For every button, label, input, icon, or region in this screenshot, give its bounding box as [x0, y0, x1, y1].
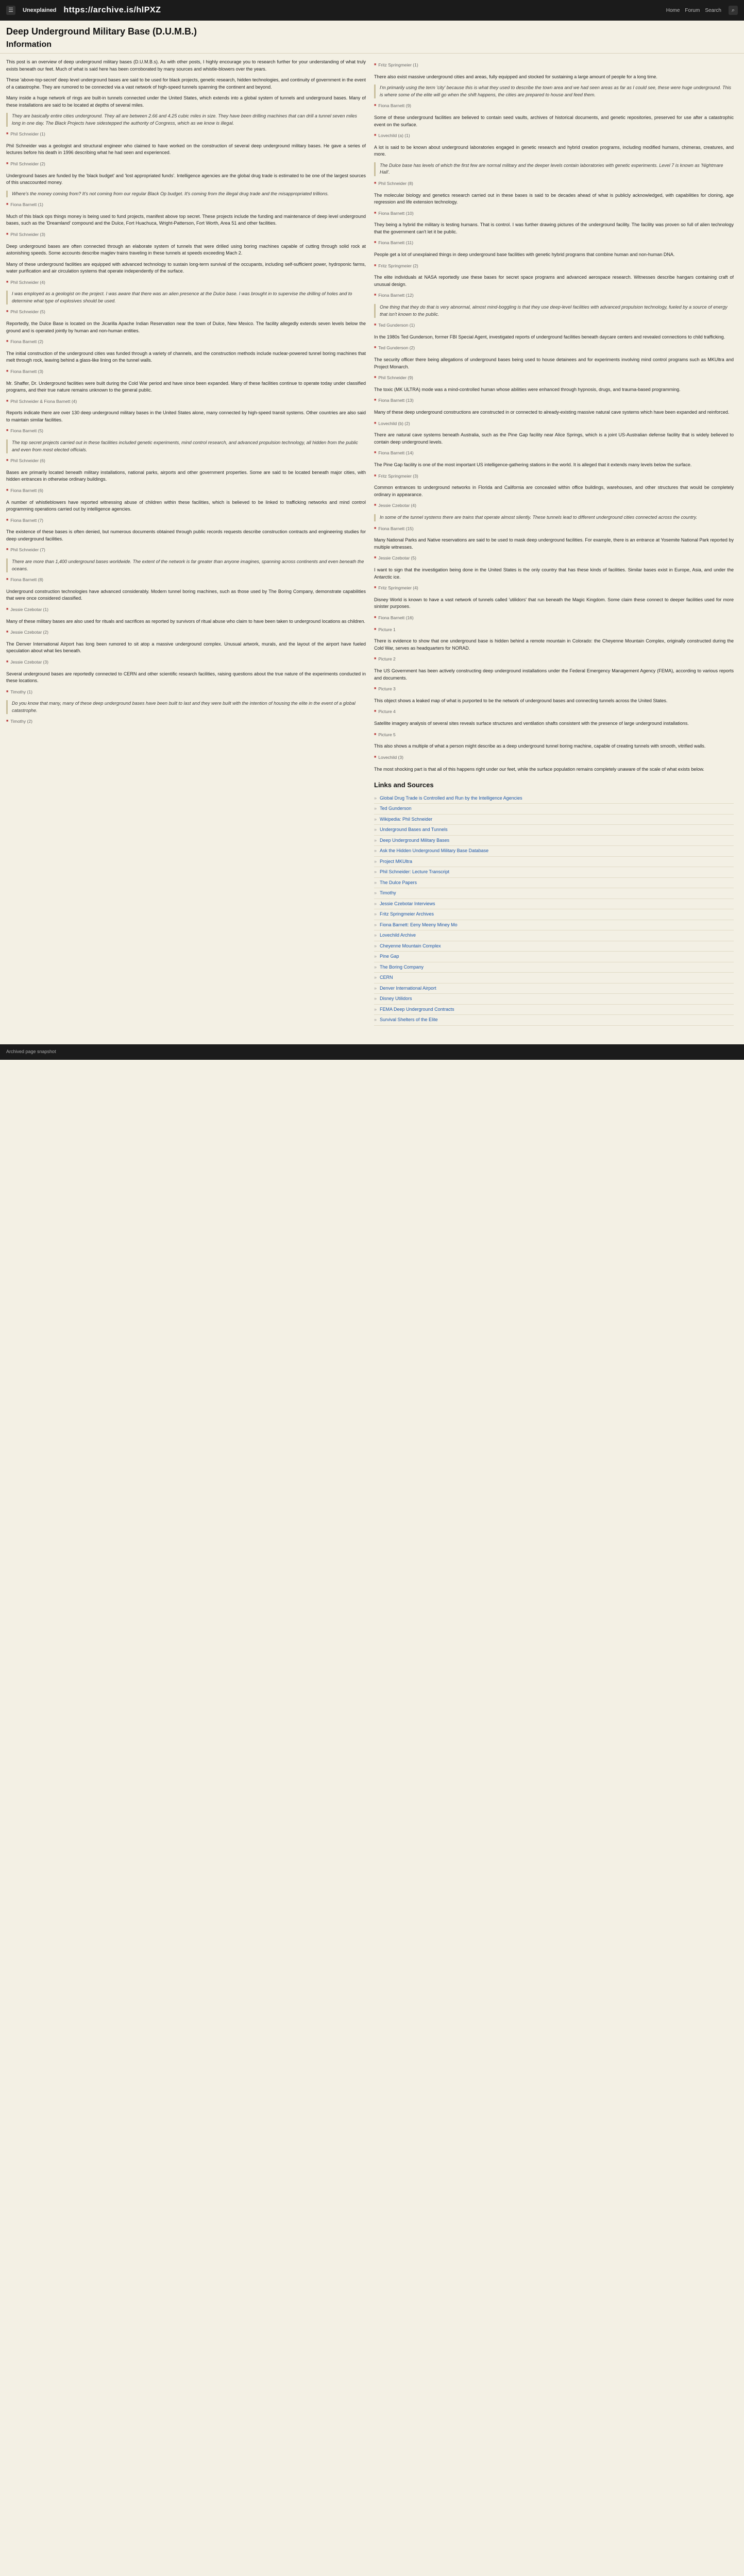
paragraph: Underground bases are funded by the 'black budget' and 'lost appropriated funds'. Intelligence agencies are the global drug trade is estimated to be one of the largest sources of this unaccounted money. [6, 173, 366, 185]
quote: There are more than 1,400 underground bases worldwide. The extent of the network is far greater than anyone imagines, spanning across continents and even beneath the oceans. [6, 558, 366, 572]
paragraph: These 'above-top-secret' deep level underground bases are said to be used for black projects, genetic research, hidden technologies, and continuity of government in the event of a catastrophe. They are rumored to be connected via a vast network of high-speed tunnels spanning the continent and beyond. [6, 77, 366, 90]
bullet-icon: » [374, 806, 377, 811]
paragraph: Many of these deep underground constructions are constructed in or connected to already-existing massive natural cave systems which have been expanded and reinforced. [374, 410, 730, 415]
source-link[interactable]: Ask the Hidden Underground Military Base Database [380, 848, 489, 853]
quote: I'm primarily using the term 'city' because this is what they used to describe the town area and we had seen areas as far as I could see, these were huge underground. This is where some of the elite will go when the shift happens, the cities are prepared to house and feed them. [374, 84, 734, 98]
source-attribution[interactable]: ■ Fritz Springmeier (3) [374, 473, 734, 480]
source-link[interactable]: Fiona Barnett: Eeny Meeny Miney Mo [380, 922, 458, 927]
source-attribution[interactable]: ■ Fiona Barnett (1) [6, 201, 366, 208]
source-attribution[interactable]: ■ Fiona Barnett (5) [6, 428, 366, 434]
paragraph: Reportedly, the Dulce Base is located on the Jicarilla Apache Indian Reservation near the town of Dulce, New Mexico. The facility allegedly extends seven levels below the ground and is operated jointly by human and non-human entities. [6, 321, 366, 333]
paragraph: Much of this black ops things money is being used to fund projects, manifest above top secret. These projects include the funding and maintenance of deep level underground bases, such as the 'Dreamland' compound and the Dulce, Fort Huachuca, Wright-Patterson, Fort Worth, Area 51 and other facilities. [6, 213, 366, 226]
list-item [374, 930, 734, 941]
source-link[interactable]: Disney Utilidors [380, 996, 412, 1001]
source-attribution[interactable]: ■ Ted Gunderson (2) [374, 345, 734, 351]
quote: In some of the tunnel systems there are trains that operate almost silently. These tunnels lead to different underground cities connected across the country. [374, 514, 734, 521]
picture-label[interactable]: ■ Picture 3 [374, 686, 734, 692]
source-link[interactable]: The Boring Company [380, 964, 424, 970]
menu-icon[interactable]: ☰ [6, 6, 15, 15]
quote: They are basically entire cities underground. They all are between 2.66 and 4.25 cubic miles in size. They have been drilling machines that can drill a tunnel seven miles long in one day. The Black Projects have sidestepped the authority of Congress, which as we know is illegal. [6, 113, 366, 127]
source-link[interactable]: Project MKUltra [380, 858, 413, 864]
source-link[interactable]: Lovechild Archive [380, 933, 416, 938]
source-attribution[interactable]: ■ Fiona Barnett (15) [374, 526, 734, 532]
source-attribution[interactable]: ■ Phil Schneider (6) [6, 457, 366, 464]
paragraph: They being a hybrid the military is testing humans. That is control. I was further drawing pictures of the underground facility. The facility was proven so full of alien technology that the government can't let it be public. [374, 222, 734, 234]
nav [666, 7, 721, 14]
source-link[interactable]: Fritz Springmeier Archives [380, 911, 434, 917]
list-item [374, 867, 734, 878]
source-attribution[interactable]: ■ Phil Schneider (1) [6, 131, 366, 138]
paragraph: Underground construction technologies have advanced considerably. Modern tunnel boring machines, such as those used by The Boring Company, demonstrate capabilities that were once considered classified. [6, 588, 366, 601]
paragraph: The US Government has been actively constructing deep underground installations under the Federal Emergency Management Agency (FEMA), according to various reports and documents. [374, 668, 734, 681]
paragraph: There are natural cave systems beneath Australia, such as the Pine Gap facility near Alice Springs, which is a joint US-Australian defense facility that is widely believed to contain deep underground levels. [374, 432, 734, 445]
list-item [374, 962, 734, 973]
source-attribution[interactable]: ■ Fiona Barnett (10) [374, 210, 734, 217]
paragraph: This object shows a leaked map of what is purported to be the network of underground bases and connecting tunnels across the United States. [374, 698, 668, 703]
source-attribution[interactable]: ■ Fiona Barnett (9) [374, 103, 734, 109]
list-item [374, 836, 734, 846]
source-link[interactable]: The Dulce Papers [380, 879, 417, 885]
paragraph: There is evidence to show that one underground base is hidden behind a remote mountain in Colorado: the Cheyenne Mountain Complex, originally constructed during the Cold War, serves as headquarters for NORAD. [374, 638, 734, 651]
bullet-icon: » [374, 901, 377, 906]
source-attribution[interactable]: ■ Ted Gunderson (1) [374, 322, 734, 329]
source-attribution[interactable]: ■ Fritz Springmeier (2) [374, 263, 734, 269]
bullet-icon: » [374, 1006, 377, 1012]
source-link[interactable]: Denver International Airport [380, 985, 436, 991]
bullet-icon: » [374, 795, 377, 801]
source-attribution[interactable]: ■ Fritz Springmeier (1) [374, 62, 734, 69]
source-link[interactable]: CERN [380, 975, 393, 980]
source-attribution[interactable]: ■ Lovechild (a) (1) [374, 132, 734, 139]
source-link[interactable]: Ted Gunderson [380, 806, 412, 811]
paragraph: Disney World is known to have a vast network of tunnels called 'utilidors' that run beneath the Magic Kingdom. Some claim these connect to deeper facilities used for more sinister purposes. [374, 597, 734, 609]
source-attribution[interactable]: ■ Timothy (2) [6, 718, 366, 725]
source-attribution[interactable]: ■ Jessie Czebotar (5) [374, 555, 734, 562]
source-attribution[interactable]: ■ Fiona Barnett (6) [6, 487, 366, 494]
title-text: Deep Underground Military Base (D.U.M.B.) [6, 26, 197, 37]
quote: Where's the money coming from? It's not coming from our regular Black Op budget. It's coming from the illegal drug trade and the misappropriated trillions. [6, 191, 366, 198]
paragraph: The Pine Gap facility is one of the most important US intelligence-gathering stations in the world. It is alleged that it extends many levels below the surface. [374, 462, 692, 467]
list-item [374, 888, 734, 899]
list-item [374, 984, 734, 994]
source-attribution[interactable]: ■ Phil Schneider (5) [6, 309, 366, 315]
bullet-icon: » [374, 943, 377, 948]
source-link[interactable]: Cheyenne Mountain Complex [380, 943, 441, 948]
paragraph: The most shocking part is that all of this happens right under our feet, while the surface population remains completely unaware of the scale of what exists below. [374, 766, 704, 772]
page-title [0, 21, 744, 54]
source-attribution[interactable]: ■ Phil Schneider (7) [6, 547, 366, 553]
footer [0, 1044, 744, 1060]
source-link[interactable]: Underground Bases and Tunnels [380, 827, 448, 832]
nav-item-home[interactable]: Home [666, 7, 680, 13]
paragraph: A lot is said to be known about underground laboratories engaged in genetic research and hybrid creation programs, including modified humans, chimeras, creatures, and more. [374, 144, 734, 157]
list-item [374, 920, 734, 931]
source-attribution[interactable]: ■ Phil Schneider (2) [6, 161, 366, 167]
paragraph: Mr. Shaffer, Dr. Underground facilities were built during the Cold War period and have since been expanded. Many of these facilities continue to operate today under classified programs, and their true nature remains unknown to the general public. [6, 380, 366, 393]
quote: I was employed as a geologist on the project. I was aware that there was an alien presence at the Dulce base. I was brought in to supervise the drilling of holes and to determine what type of explosives should be used. [6, 291, 366, 304]
source-link[interactable]: Pine Gap [380, 954, 399, 959]
source-attribution[interactable]: ■ Fiona Barnett (3) [6, 368, 366, 375]
bullet-icon: » [374, 816, 377, 822]
bullet-icon: » [374, 964, 377, 970]
quote: The Dulce base has levels of which the first few are normal military and the deeper levels contain laboratories with genetic experiments. Level 7 is known as 'Nightmare Hall'. [374, 162, 734, 176]
source-attribution[interactable]: ■ Fiona Barnett (7) [6, 517, 366, 524]
paragraph: Common entrances to underground networks in Florida and California are concealed within office buildings, warehouses, and other structures that would be completely ordinary in appearance. [374, 485, 734, 497]
paragraph: Bases are primarily located beneath military installations, national parks, airports and other government properties. Some are said to be located beneath major cities, with hidden entrances in otherwise ordinary buildings. [6, 469, 366, 482]
list-item [374, 973, 734, 984]
bullet-icon: » [374, 1017, 377, 1022]
paragraph: The initial construction of the underground cities was funded through a variety of channels, and the construction methods include nuclear-powered tunnel boring machines that melt through rock, leaving behind a glass-like lining on the tunnel walls. [6, 350, 366, 363]
bullet-icon: » [374, 922, 377, 927]
quote: The top secret projects carried out in these facilities included genetic experiments, mind control research, and advanced propulsion technology, all hidden from the public and even from most elected officials. [6, 439, 366, 453]
list-item [374, 941, 734, 952]
paragraph: Satellite imagery analysis of several sites reveals surface structures and ventilation shafts consistent with the presence of large underground installations. [374, 721, 689, 726]
list-item [374, 994, 734, 1005]
search-icon[interactable]: ⌕ [729, 6, 738, 15]
source-attribution[interactable]: ■ Lovechild (3) [374, 754, 734, 761]
paragraph: The molecular biology and genetics research carried out in these bases is said to be decades ahead of what is publicly acknowledged, with capabilities for cloning, age regression and life extension technology. [374, 192, 734, 205]
source-attribution[interactable]: ■ Fritz Springmeier (4) [374, 585, 734, 591]
paragraph: Many of these underground facilities are equipped with advanced technology to sustain long-term survival of the occupants, including self-sufficient power, hydroponic farms, water purification and air circulation systems that operate independently of the surface. [6, 261, 366, 274]
section-heading: Links and Sources [374, 781, 434, 789]
paragraph: This also shows a multiple of what a person might describe as a deep underground tunnel boring machine, capable of creating tunnels with smooth, vitrified walls. [374, 743, 706, 749]
picture-label[interactable]: ■ Picture 2 [374, 656, 734, 663]
picture-label[interactable]: ■ Picture 4 [374, 708, 734, 715]
paragraph: Many National Parks and Native reservations are said to be used to mask deep underground facilities. For example, there is an entrance at Yosemite National Park reported by multiple witnesses. [374, 537, 734, 550]
source-link[interactable]: FEMA Deep Underground Contracts [380, 1006, 454, 1012]
content-columns [0, 54, 744, 1036]
source-attribution[interactable]: ■ Fiona Barnett (12) [374, 292, 734, 299]
source-link[interactable]: Wikipedia: Phil Schneider [380, 816, 433, 822]
bullet-icon: » [374, 848, 377, 853]
source-attribution[interactable]: ■ Fiona Barnett (14) [374, 450, 734, 456]
list-item [374, 899, 734, 910]
bullet-icon: » [374, 975, 377, 980]
paragraph: The security officer there being allegations of underground bases being used to house detainees and for experiments involving mind control programs such as MKUltra and Project Monarch. [374, 357, 734, 369]
source-attribution[interactable]: ■ Jessie Czebotar (4) [374, 502, 734, 509]
bullet-icon: » [374, 869, 377, 874]
paragraph: Some of these underground facilities are believed to contain seed vaults, archives of historical documents, and genetic repositories, preserved for use after a catastrophic event on the surface. [374, 115, 734, 127]
nav-item-search[interactable]: Search [705, 7, 721, 13]
paragraph: Reports indicate there are over 130 deep underground military bases in the United States alone, many connected by high-speed transit systems. Other countries are also said to maintain similar facilities. [6, 410, 366, 422]
source-attribution[interactable]: ■ Phil Schneider (8) [374, 180, 734, 187]
site-name[interactable]: Unexplained [23, 7, 57, 13]
paragraph: People get a lot of unexplained things in deep underground base facilities with genetic hybrid programs that combine human and non-human DNA. [374, 252, 675, 257]
list-item [374, 825, 734, 836]
archive-url[interactable]: https://archive.is/hlPXZ [63, 6, 161, 14]
paragraph: Several underground bases are reportedly connected to CERN and other scientific research facilities, raising questions about the true nature of the experiments conducted in these locations. [6, 671, 366, 683]
list-item [374, 878, 734, 889]
bullet-icon: » [374, 827, 377, 832]
source-link[interactable]: Survival Shelters of the Elite [380, 1017, 438, 1022]
list-item [374, 1015, 734, 1026]
source-attribution[interactable]: ■ Phil Schneider (3) [6, 231, 366, 238]
picture-label[interactable]: ■ Picture 1 [374, 626, 734, 633]
bullet-icon: » [374, 996, 377, 1001]
quote: One thing that they do that is very abnormal, almost mind-boggling is that they use deep-level facilities with advanced propulsion technology, fueled by a source of energy that isn't known to the public. [374, 304, 734, 318]
source-link[interactable]: Deep Underground Military Bases [380, 837, 450, 843]
nav-item-forum[interactable]: Forum [685, 7, 700, 13]
list-item [374, 909, 734, 920]
list-item [374, 857, 734, 868]
paragraph: Many of these military bases are also used for rituals and sacrifices as reported by survivors of ritual abuse who claim to have been taken to underground locations as children. [6, 618, 365, 624]
source-attribution[interactable]: ■ Fiona Barnett (8) [6, 577, 366, 583]
source-attribution[interactable]: ■ Fiona Barnett (11) [374, 240, 734, 246]
list-item [374, 815, 734, 825]
source-attribution[interactable]: ■ Phil Schneider (4) [6, 279, 366, 286]
source-link[interactable]: Phil Schneider: Lecture Transcript [380, 869, 450, 874]
source-attribution[interactable]: ■ Jessie Czebotar (2) [6, 629, 366, 636]
source-attribution[interactable]: ■ Jessie Czebotar (1) [6, 606, 366, 613]
source-attribution[interactable]: ■ Fiona Barnett (13) [374, 397, 734, 404]
list-item [374, 804, 734, 815]
quote: Do you know that many, many of these deep underground bases have been built to last and they were built with the intention of housing the elite in the event of a global catastrophe. [6, 700, 366, 714]
bullet-icon: » [374, 837, 377, 843]
source-attribution[interactable]: ■ Phil Schneider (9) [374, 375, 734, 381]
bullet-icon: » [374, 985, 377, 991]
source-attribution[interactable]: ■ Lovechild (b) (2) [374, 420, 734, 427]
source-attribution[interactable]: ■ Timothy (1) [6, 689, 366, 696]
paragraph: This post is an overview of deep underground military bases (D.U.M.B.s). As with other posts, I highly encourage you to research further for your understanding of what truly exists beneath our feet. Much of what is said here has been corroborated by many sources and whistle-blowers over the years. [6, 59, 366, 72]
source-attribution[interactable]: ■ Fiona Barnett (2) [6, 338, 366, 345]
paragraph: The toxic (MK ULTRA) mode was a mind-controlled human whose abilities were enhanced through hypnosis, drugs, and trauma-based programming. [374, 386, 681, 392]
top-bar [0, 0, 744, 21]
paragraph: A number of whistleblowers have reported witnessing abuse of children within these facilities, which is believed to be linked to trafficking networks and mind control programming operations carried out by intelligence agencies. [6, 499, 366, 512]
paragraph: Many inside a huge network of rings are built-in tunnels connected under the United States, which extends into a global system of tunnels and underground bases. Many of these installations are said to be located at depths of several miles. [6, 95, 366, 108]
paragraph: Phil Schneider was a geologist and structural engineer who claimed to have worked on the construction of several deep underground military bases. He gave a series of lectures before his death in 1996 describing what he had seen and experienced. [6, 143, 366, 156]
bullet-icon: » [374, 911, 377, 917]
source-link[interactable]: Global Drug Trade is Controlled and Run by the Intelligence Agencies [380, 795, 522, 801]
bullet-icon: » [374, 890, 377, 895]
bullet-icon: » [374, 879, 377, 885]
paragraph: Deep underground bases are often connected through an elaborate system of tunnels that were drilled using boring machines capable of cutting through solid rock at astonishing speeds. Some accounts describe maglev trains traveling in these tunnels at speeds exceeding Mach 2. [6, 243, 366, 256]
list-item [374, 793, 734, 804]
right-column [374, 59, 734, 1031]
paragraph: In the 1980s Ted Gunderson, former FBI Special Agent, investigated reports of underground facilities beneath daycare centers and revealed connections to child trafficking. [374, 334, 725, 340]
paragraph: The elite individuals at NASA reportedly use these bases for secret space programs and advanced aerospace research. Witnesses describe hangars containing craft of unusual design. [374, 275, 734, 287]
bullet-icon: » [374, 954, 377, 959]
sources-list [374, 793, 734, 1026]
source-attribution[interactable]: ■ Fiona Barnett (16) [374, 615, 734, 621]
list-item [374, 1005, 734, 1015]
list-item [374, 846, 734, 857]
paragraph: The existence of these bases is often denied, but numerous documents obtained through public records requests describe construction contracts and engineering studies for deep underground facilities. [6, 529, 366, 541]
footer-text: Archived page snapshot [6, 1048, 56, 1054]
source-attribution[interactable]: ■ Phil Schneider & Fiona Barnett (4) [6, 398, 366, 405]
source-link[interactable]: Timothy [380, 890, 396, 895]
source-link[interactable]: Jessie Czebotar Interviews [380, 901, 435, 906]
source-attribution[interactable]: ■ Jessie Czebotar (3) [6, 659, 366, 666]
left-column [6, 59, 366, 1031]
list-item [374, 952, 734, 962]
picture-label[interactable]: ■ Picture 5 [374, 732, 734, 738]
bullet-icon: » [374, 933, 377, 938]
paragraph: The Denver International Airport has long been rumored to sit atop a massive underground complex. Unusual artwork, murals, and the layout of the airport have fueled speculation about what lies beneath. [6, 641, 366, 654]
paragraph: There also exist massive underground cities and areas, fully equipped and stocked for sustaining a large amount of people for a long time. [374, 74, 657, 79]
bullet-icon: » [374, 858, 377, 864]
title-subtitle: Information [6, 40, 52, 49]
paragraph: I want to sign that the investigation being done in the United States is the only country that has these kinds of facilities. Similar bases exist in Europe, Asia, and under the Antarctic ice. [374, 567, 734, 580]
